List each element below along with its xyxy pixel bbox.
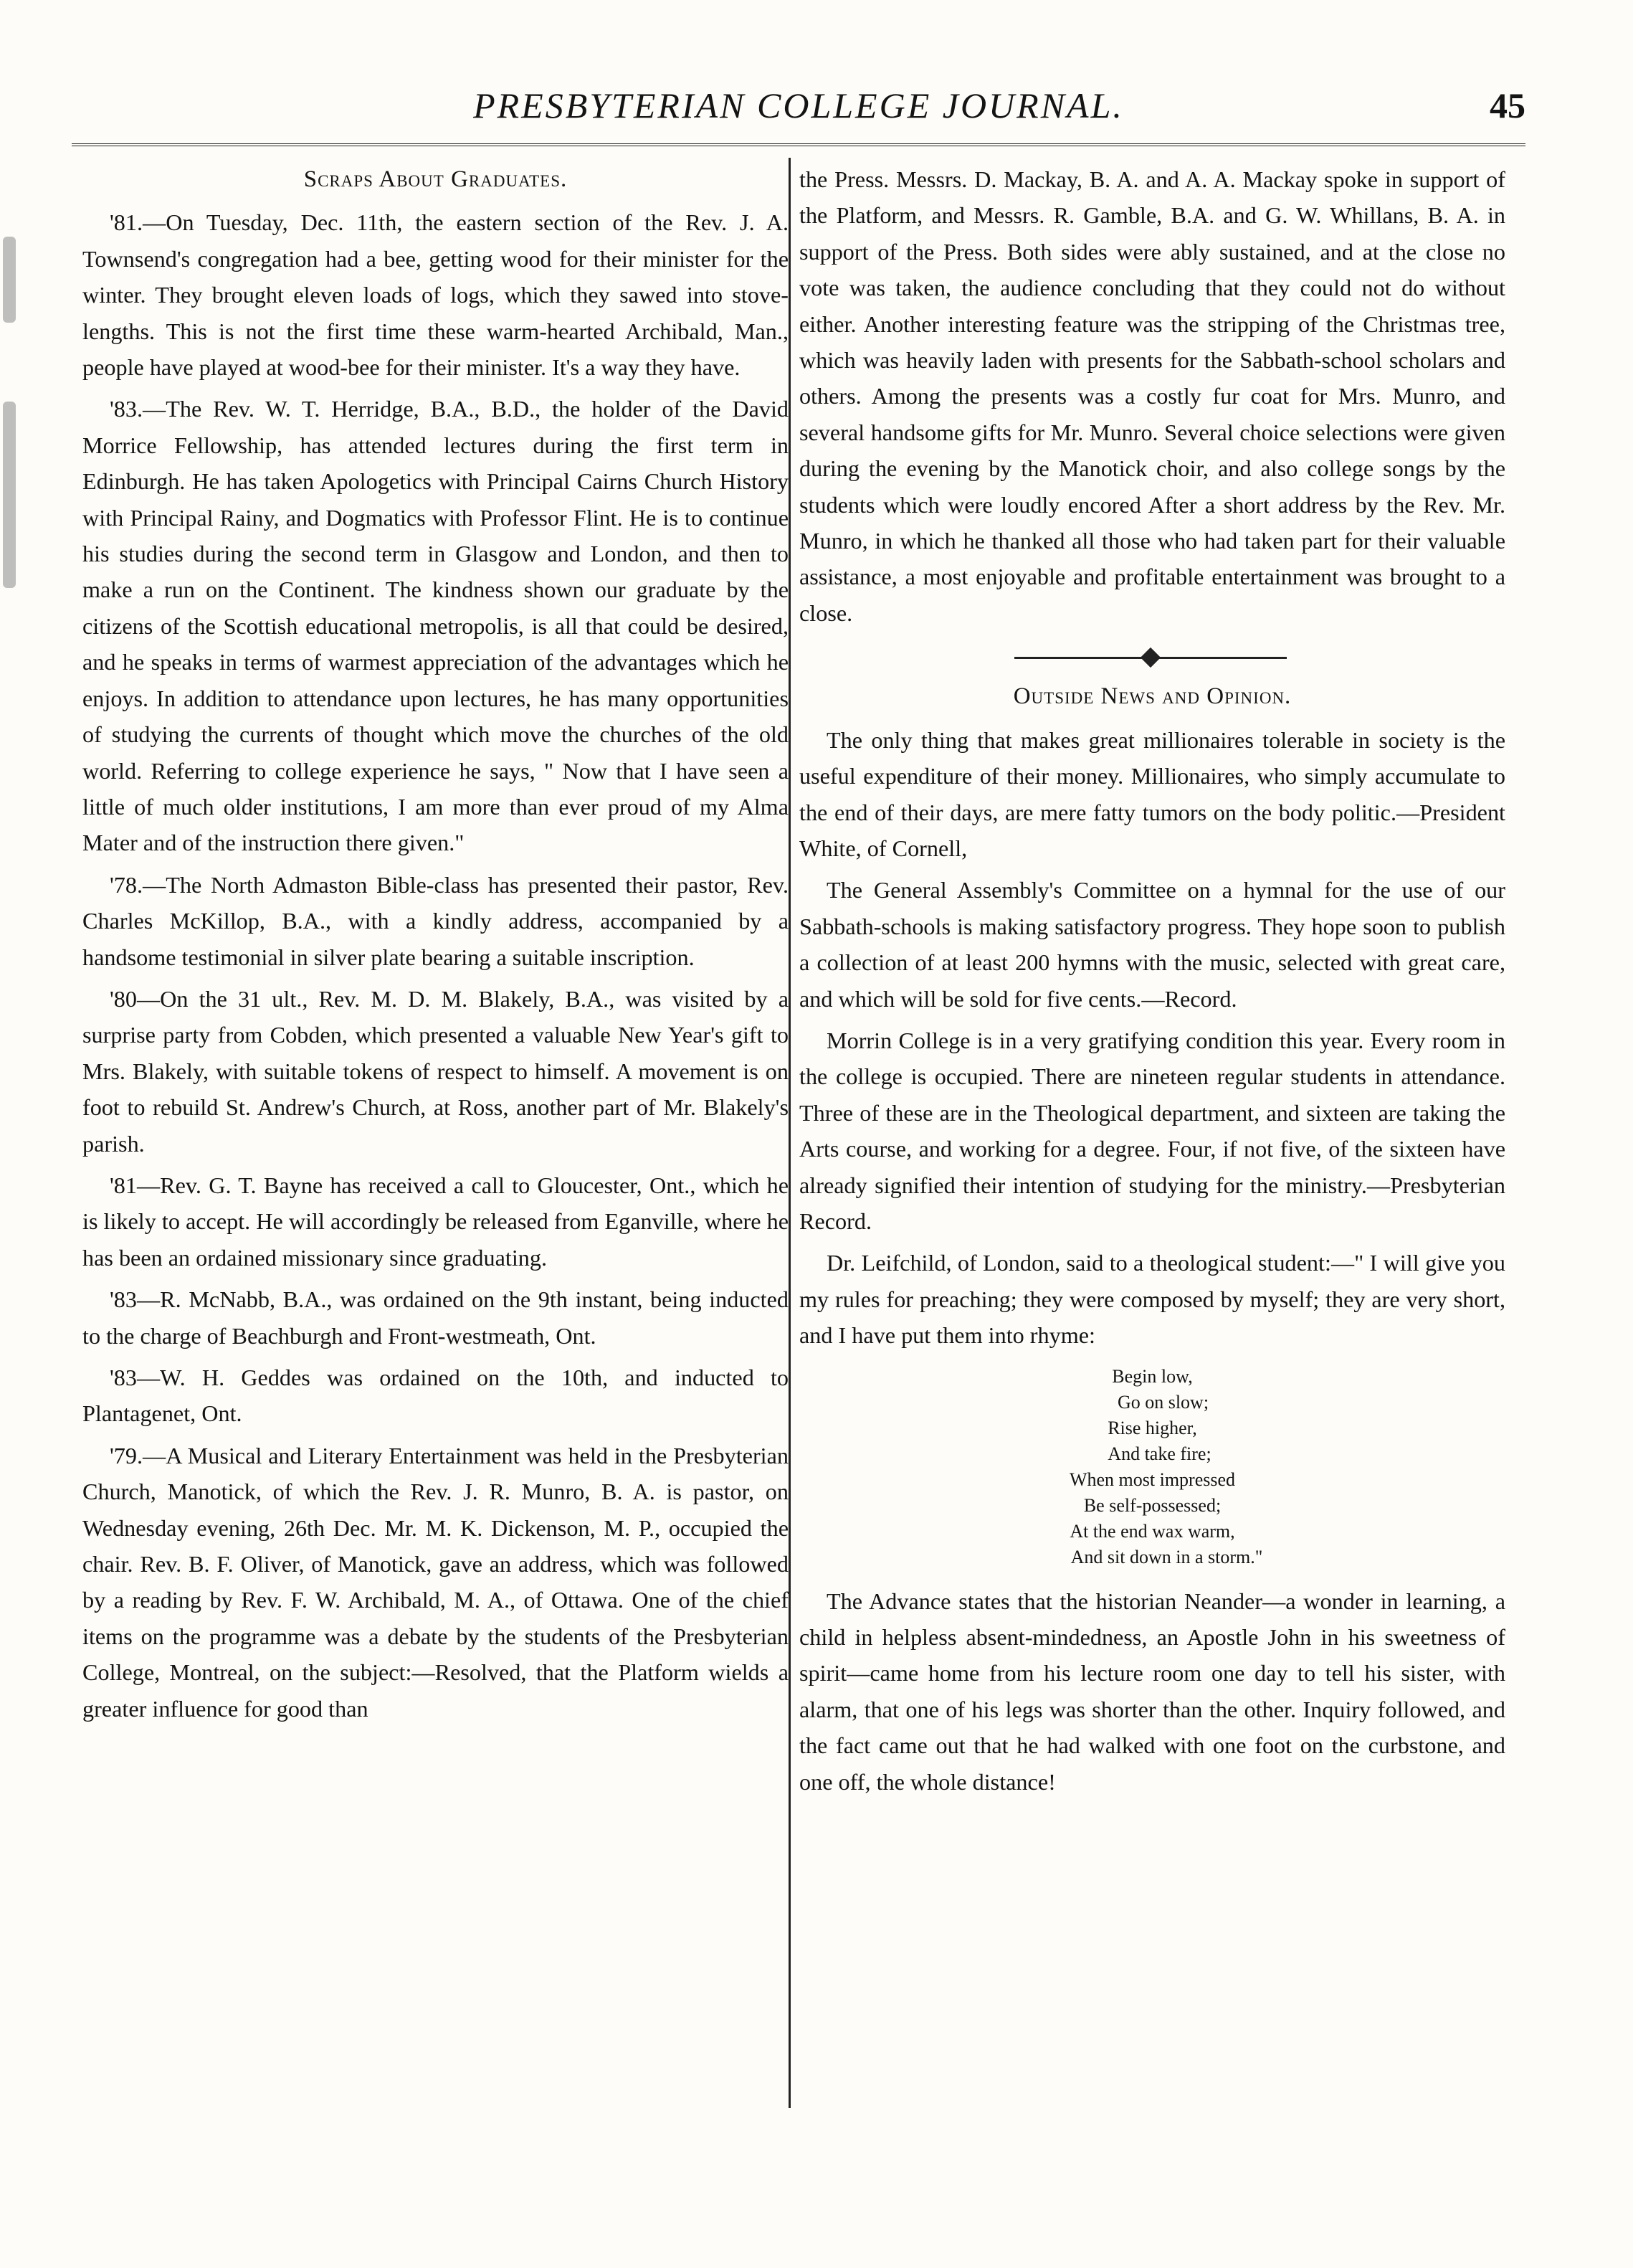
news-item: '83.—The Rev. W. T. Herridge, B.A., B.D., the holder of the David Morrice Fellowship, has attended lectures during the first term in Edinburgh. He has taken Apologetics with Principal Cairns Church History with Principal Rainy, and Dogmatics with Professor Flint. He is to continue his studies during the second term in Glasgow and London, and then to make a run on the Continent. The kindness shown our graduate by the citizens of the Scottish educational metropolis, is all that could be desired, and he speaks in terms of warmest appreciation of the advantages which he enjoys. In addition to attendance upon lectures, he has many opportunities of studying the currents of thought which move the churches of the old world. Referring to college experience he says, " Now that I have seen a little of much older institutions, I am more than ever proud of my Alma Mater and of the instruction there given." — [82, 396, 789, 856]
continued-paragraph: the Press. Messrs. D. Mackay, B. A. and A. A. Mackay spoke in support of the Platform, and Messrs. R. Gamble, B.A. and G. W. Whillans, B. A. in support of the Press. Both sides were ably sustained, and at the close no vote was taken, the audience concluding that they could not do without either. Another interesting feature was the stripping of the Christmas tree, which was heavily laden with presents for the Sabbath-school scholars and others. Among the presents was a costly fur coat for Mrs. Munro, and several handsome gifts for Mr. Munro. Several choice selections were given during the evening by the Manotick choir, and also college songs by the students which were loudly encored After a short address by the Rev. Mr. Munro, in which he thanked all those who had taken part for their valuable assistance, a most enjoyable and profitable entertainment was brought to a close. — [799, 166, 1505, 626]
news-item: '83—W. H. Geddes was ordained on the 10th, and inducted to Plantagenet, Ont. — [82, 1365, 789, 1427]
poem-line: Rise higher, — [1108, 1417, 1197, 1438]
news-item: '83—R. McNabb, B.A., was ordained on the 9th instant, being inducted to the charge of Beachburgh and Front-westmeath, Ont. — [82, 1286, 789, 1349]
news-item: '81—Rev. G. T. Bayne has received a call to Gloucester, Ont., which he is likely to accept. He will accordingly be released from Eganville, where he has been an ordained missionary since graduating. — [82, 1172, 789, 1271]
poem-line: At the end wax warm, — [1070, 1520, 1235, 1542]
news-item: The Advance states that the historian Neander—a wonder in learning, a child in helpless absent-mindedness, an Apostle John in his sweetness of spirit—came home from his lecture room one day to tell his sister, with alarm, that one of his legs was shorter than the other. Inquiry followed, and the fact came out that he had walked with one foot on the curbstone, and one off, the whole distance! — [799, 1588, 1505, 1795]
left-column — [82, 161, 789, 1732]
running-head — [72, 85, 1525, 135]
poem-line: Be self-possessed; — [1083, 1494, 1222, 1516]
poem-line: Go on slow; — [1117, 1391, 1209, 1413]
preaching-rhyme — [799, 1364, 1505, 1570]
news-item: Dr. Leifchild, of London, said to a theological student:—" I will give you my rules for preaching; they were composed by myself; they are very short, and I have put them into rhyme: — [799, 1250, 1505, 1349]
journal-title: PRESBYTERIAN COLLEGE JOURNAL. — [473, 85, 1124, 125]
news-item: The General Assembly's Committee on a hymnal for the use of our Sabbath-schools is making satisfactory progress. They hope soon to publish a collection of at least 200 hymns with the music, selected with great care, and which will be sold for five cents.—Record. — [799, 877, 1505, 1012]
poem-line: And take fire; — [1108, 1443, 1211, 1464]
poem-line: When most impressed — [1069, 1468, 1236, 1490]
news-item: Morrin College is in a very gratifying condition this year. Every room in the college is occupied. There are nineteen regular students in attendance. Three of these are in the Theological department, and sixteen are taking the Arts course, and working for a degree. Four, if not five, of the sixteen have already signified their intention of studying for the ministry.—Presbyterian Record. — [799, 1027, 1505, 1234]
ornament-diamond — [1141, 647, 1161, 668]
poem-line: And sit down in a storm." — [1070, 1546, 1263, 1567]
section-heading-outside-news: Outside News and Opinion. — [1013, 683, 1292, 710]
margin-smudge — [3, 402, 16, 588]
right-column — [799, 161, 1505, 1806]
page-number: 45 — [1490, 85, 1525, 125]
news-item: '78.—The North Admaston Bible-class has presented their pastor, Rev. Charles McKillop, B.A., with a kindly address, accompanied by a handsome testimonial in silver plate bearing a suitable inscription. — [82, 871, 789, 970]
news-item: '79.—A Musical and Literary Entertainment was held in the Presbyterian Church, Manotick, of which the Rev. J. R. Munro, B. A. is pastor, on Wednesday evening, 26th Dec. Mr. M. K. Dickenson, M. P., occupied the chair. Rev. B. F. Oliver, of Manotick, gave an address, which was followed by a reading by Rev. F. W. Archibald, M. A., of Ottawa. One of the chief items on the programme was a debate by the students of the Presbyterian College, Montreal, on the subject:—Resolved, that the Platform wields a greater influence for good than — [82, 1442, 789, 1722]
section-heading-scraps: Scraps About Graduates. — [303, 166, 568, 192]
column-divider — [789, 158, 791, 2108]
margin-smudge — [3, 237, 16, 323]
header-rule — [72, 143, 1525, 146]
news-item: '80—On the 31 ult., Rev. M. D. M. Blakely, B.A., was visited by a surprise party from Cobden, which presented a valuable New Year's gift to Mrs. Blakely, with suitable tokens of respect to himself. A movement is on foot to rebuild St. Andrew's Church, at Ross, another part of Mr. Blakely's parish. — [82, 985, 789, 1157]
news-item: The only thing that makes great millionaires tolerable in society is the useful expenditure of their money. Millionaires, who simply accumulate to the end of their days, are mere fatty tumors on the body politic.—President White, of Cornell, — [799, 726, 1505, 861]
news-item: '81.—On Tuesday, Dec. 11th, the eastern section of the Rev. J. A. Townsend's congregation had a bee, getting wood for their minister for the winter. They brought eleven loads of logs, which they sawed into stove-lengths. This is not the first time these warm-hearted Archibald, Man., people have played at wood-bee for their minister. It's a way they have. — [82, 209, 789, 381]
poem-line: Begin low, — [1112, 1365, 1193, 1387]
section-ornament — [799, 644, 1505, 673]
